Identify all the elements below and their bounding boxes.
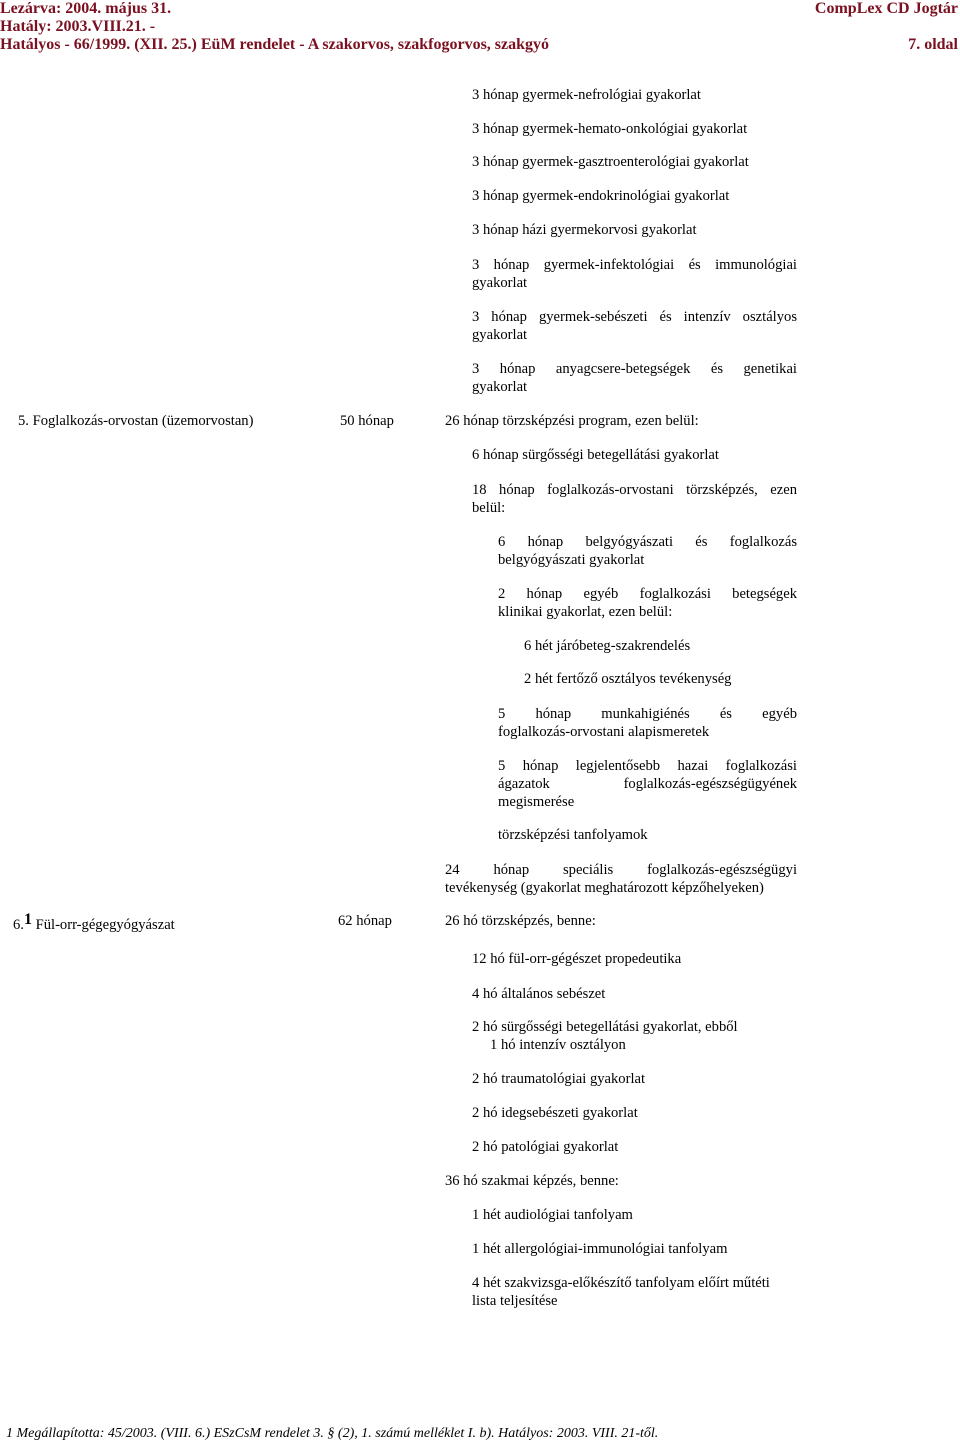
footnote-ref[interactable]: 1 [23, 911, 32, 928]
list-item: 2 hét fertőző osztályos tevékenység [524, 671, 732, 687]
list-item: 3 hónap gyermek-nefrológiai gyakorlat [472, 87, 701, 103]
list-item-line: 3 hónap gyermek-sebészeti és intenzív osztályos [472, 309, 797, 325]
specialty-5-duration: 50 hónap [340, 413, 394, 429]
list-item: 3 hónap gyermek-gasztroenterológiai gyakorlat [472, 154, 749, 170]
list-item-line: 1 hó intenzív osztályon [490, 1037, 626, 1053]
list-item: 3 hónap gyermek-hemato-onkológiai gyakorlat [472, 121, 748, 137]
list-item-line: megismerése [498, 794, 575, 810]
list-item-line: gyakorlat [472, 327, 528, 343]
list-item: 2 hó patológiai gyakorlat [472, 1139, 619, 1155]
specialty-6-duration: 62 hónap [338, 913, 392, 929]
list-item-line: belül: [472, 500, 506, 516]
specialty-5-name: 5. Foglalkozás-orvostan (üzemorvostan) [18, 413, 254, 429]
list-item-line: ágazatok foglalkozás-egészségügyének [498, 776, 797, 792]
header-last-closed: Lezárva: 2004. május 31. [0, 0, 172, 17]
header-product-name: CompLex CD Jogtár [814, 0, 958, 17]
list-item: 2 hó traumatológiai gyakorlat [472, 1071, 646, 1087]
list-item: 6 hét járóbeteg-szakrendelés [524, 638, 691, 654]
list-item-line: 3 hónap anyagcsere-betegségek és genetikai [472, 361, 797, 377]
list-item: 1 hét audiológiai tanfolyam [472, 1207, 633, 1223]
list-item: 3 hónap házi gyermekorvosi gyakorlat [472, 222, 697, 238]
list-item-line: 4 hét szakvizsga-előkészítő tanfolyam előírt műtéti [472, 1275, 770, 1291]
list-item: 1 hét allergológiai-immunológiai tanfolyam [472, 1241, 728, 1257]
list-item-line: belgyógyászati gyakorlat [498, 552, 645, 568]
list-item-line: 5 hónap munkahigiénés és egyéb [498, 706, 797, 722]
specialty-6-title: Fül-orr-gégegyógyászat [35, 917, 175, 933]
list-item: 6 hónap sürgősségi betegellátási gyakorlat [472, 447, 719, 463]
list-item: 2 hó idegsebészeti gyakorlat [472, 1105, 638, 1121]
list-item-line: klinikai gyakorlat, ezen belül: [498, 604, 673, 620]
list-item: törzsképzési tanfolyamok [498, 827, 648, 843]
list-item-line: 2 hó sürgősségi betegellátási gyakorlat, ebből [472, 1019, 738, 1035]
specialty-6-number: 6. [13, 917, 24, 933]
header-page-number: 7. oldal [908, 36, 958, 53]
list-item: 26 hónap törzsképzési program, ezen belül: [445, 413, 699, 429]
list-item-line: lista teljesítése [472, 1293, 558, 1309]
list-item: 12 hó fül-orr-gégészet propedeutika [472, 951, 682, 967]
list-item: 3 hónap gyermek-endokrinológiai gyakorlat [472, 188, 730, 204]
list-item-line: foglalkozás-orvostani alapismeretek [498, 724, 710, 740]
header-document-title: Hatályos - 66/1999. (XII. 25.) EüM rendelet - A szakorvos, szakfogorvos, szakgyó [0, 36, 550, 53]
list-item-line: 5 hónap legjelentősebb hazai foglalkozási [498, 758, 797, 774]
footnote: 1 Megállapította: 45/2003. (VIII. 6.) ESzCsM rendelet 3. § (2), 1. számú melléklet I. b). Hatályos: 2003. VIII. 21-től. [6, 1426, 659, 1441]
list-item: 4 hó általános sebészet [472, 986, 606, 1002]
specialty-6-name [13, 911, 175, 935]
list-item-line: 3 hónap gyermek-infektológiai és immunológiai [472, 257, 797, 273]
list-item: 26 hó törzsképzés, benne: [445, 913, 596, 929]
list-item-line: 24 hónap speciális foglalkozás-egészségügyi [445, 862, 797, 878]
list-item-line: gyakorlat [472, 275, 528, 291]
list-item-line: 18 hónap foglalkozás-orvostani törzsképzés, ezen [472, 482, 797, 498]
header-effective-date: Hatály: 2003.VIII.21. - [0, 18, 156, 35]
list-item-line: gyakorlat [472, 379, 528, 395]
list-item: 36 hó szakmai képzés, benne: [445, 1173, 619, 1189]
list-item-line: tevékenység (gyakorlat meghatározott képzőhelyeken) [445, 880, 764, 896]
list-item-line: 2 hónap egyéb foglalkozási betegségek [498, 586, 797, 602]
list-item-line: 6 hónap belgyógyászati és foglalkozás [498, 534, 797, 550]
